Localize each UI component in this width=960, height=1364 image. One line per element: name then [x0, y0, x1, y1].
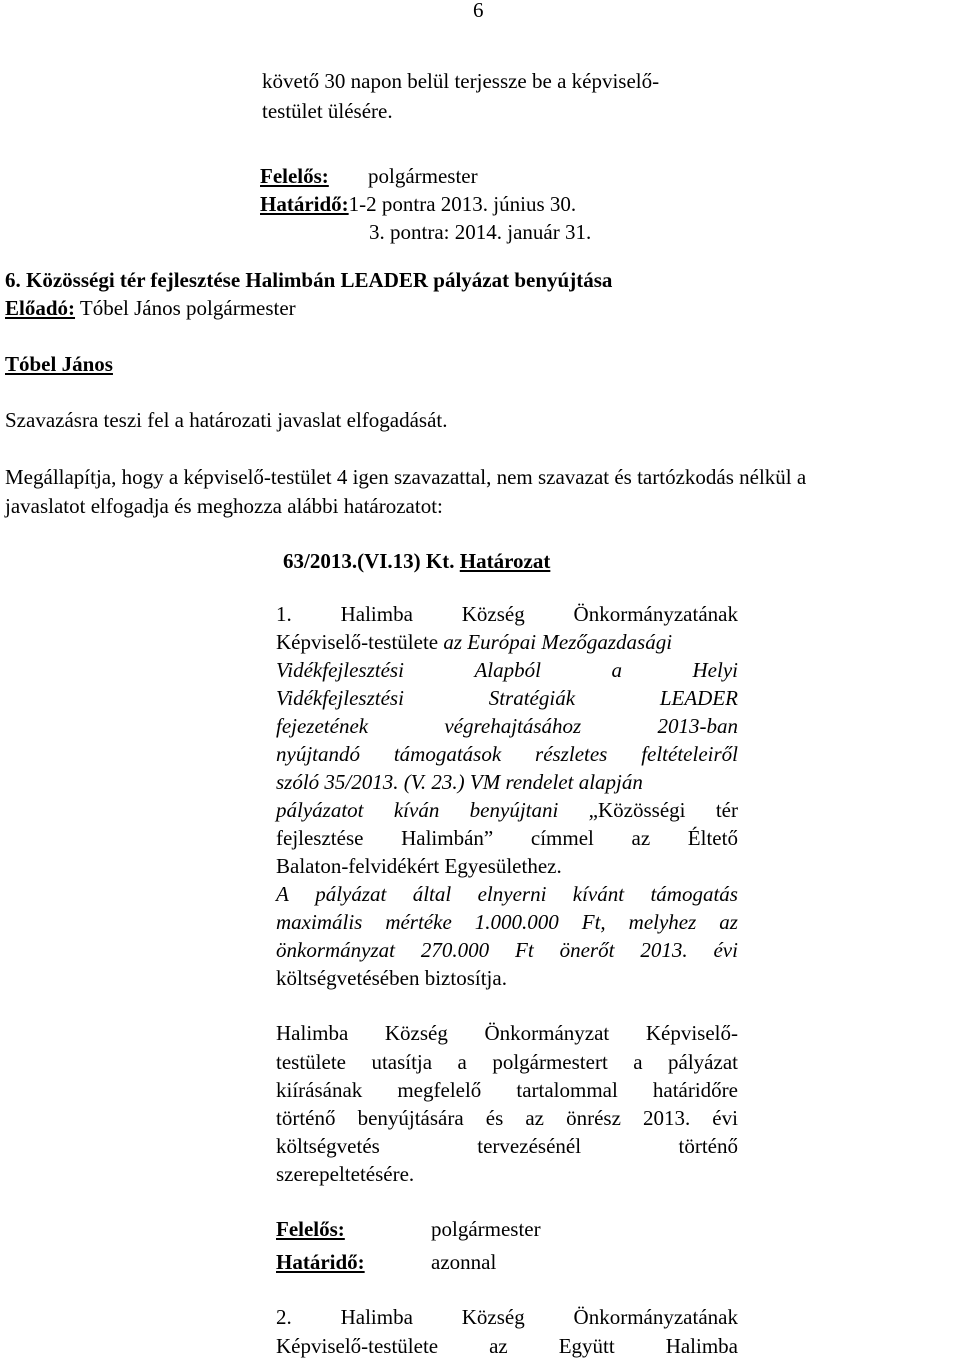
- hatarido-label: Határidő:: [260, 192, 349, 216]
- resolution-number: 63/2013.(VI.13) Kt.: [283, 549, 455, 573]
- page-number: 6: [473, 0, 484, 22]
- felelos-label: Felelős:: [276, 1217, 345, 1241]
- hatarido-value: 3. pontra: 2014. január 31.: [369, 220, 592, 244]
- eloado-value: Tóbel János polgármester: [79, 296, 296, 320]
- eloado-label: Előadó:: [5, 296, 76, 320]
- hatarido-value: 1-2 pontra 2013. június 30.: [348, 192, 577, 216]
- intro-line: követő 30 napon belül terjessze be a képviselő-: [262, 69, 660, 93]
- felelos-value: polgármester: [431, 1217, 541, 1241]
- agenda-title: 6. Közösségi tér fejlesztése Halimbán LEADER pályázat benyújtása: [5, 268, 613, 292]
- intro-line: testület ülésére.: [262, 99, 393, 123]
- speaker-name: Tóbel János: [5, 352, 113, 376]
- hatarido-label: Határidő:: [276, 1250, 365, 1274]
- resolution-label: Határozat: [459, 549, 551, 573]
- hatarido-value: azonnal: [431, 1250, 497, 1274]
- felelos-value: polgármester: [368, 164, 478, 188]
- vote-request: Szavazásra teszi fel a határozati javaslat elfogadását.: [5, 408, 448, 432]
- felelos-label: Felelős:: [260, 164, 329, 188]
